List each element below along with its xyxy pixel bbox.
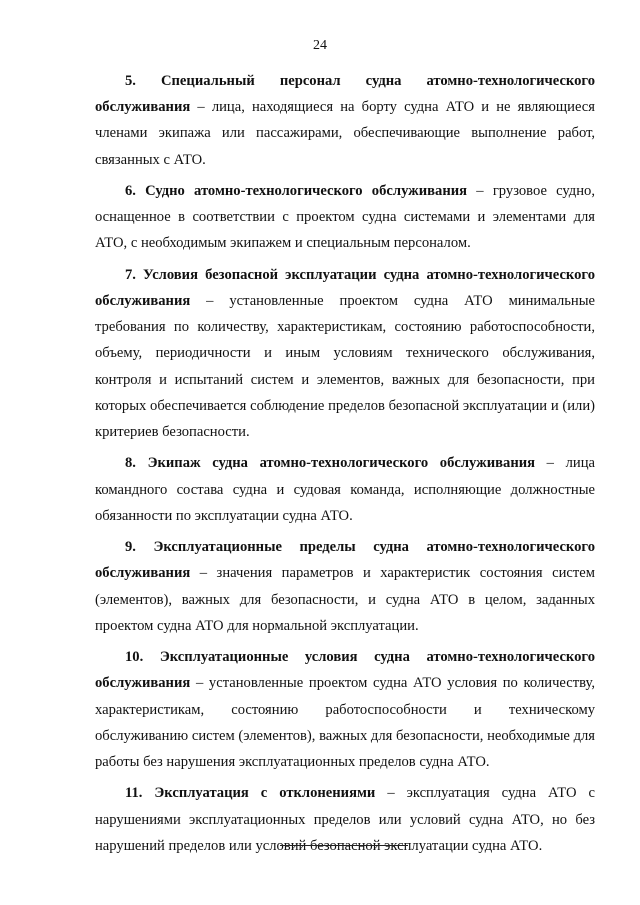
- definition-10: [95, 644, 595, 775]
- definition-5: [95, 68, 595, 173]
- definition-term: 7. Условия безопасной эксплуатации судна атомно-технологического обслуживания: [95, 266, 595, 309]
- page-number: 24: [313, 38, 327, 53]
- definition-term: 10. Эксплуатационные условия судна атомно-технологического обслуживания: [95, 649, 595, 692]
- definition-6: [95, 178, 595, 257]
- definition-text: – установленные проектом судна АТО условия по количеству, характеристикам, состоянию работоспособности и техническому обслуживанию систем (элементов), важных для безопасности, необходимые для работы без нарушения эксплуатационных пределов судна АТО.: [95, 675, 595, 771]
- definition-11: [95, 780, 595, 859]
- definition-8: [95, 450, 595, 529]
- definition-term: 6. Судно атомно-технологического обслуживания: [125, 183, 468, 199]
- document-body: [95, 68, 595, 864]
- definition-term: 5. Специальный персонал судна атомно-технологического обслуживания: [95, 73, 595, 116]
- definition-text: – грузовое судно, оснащенное в соответствии с проектом судна системами и элементами для АТО, с необходимым экипажем и специальным персоналом.: [95, 183, 595, 252]
- definition-7: [95, 262, 595, 445]
- definition-text: – лица, находящиеся на борту судна АТО и не являющиеся членами экипажа или пассажирами, обеспечивающие выполнение работ, связанных с АТО.: [95, 99, 595, 168]
- definition-9: [95, 534, 595, 639]
- footer-divider: [280, 845, 408, 846]
- definition-term: 9. Эксплуатационные пределы судна атомно-технологического обслуживания: [95, 539, 595, 582]
- definition-text: – значения параметров и характеристик состояния систем (элементов), важных для безопасности, и судна АТО в целом, заданных проектом судна АТО для нормальной эксплуатации.: [95, 565, 595, 634]
- definition-term: 8. Экипаж судна атомно-технологического обслуживания: [125, 455, 536, 472]
- definition-text: – лица командного состава судна и судовая команда, исполняющие должностные обязанности по эксплуатации судна АТО.: [95, 455, 595, 524]
- definition-text: – эксплуатация судна АТО с нарушениями эксплуатационных пределов или условий судна АТО, но без нарушений пределов или условий безопасной эксплуатации судна АТО.: [95, 785, 595, 854]
- definition-text: – установленные проектом судна АТО минимальные требования по количеству, характеристикам, состоянию работоспособности, объему, периодичности и иным условиям технического обслуживания, контроля и испытаний систем и элементов, важных для безопасности, при которых обеспечивается соблюдение пределов безопасной эксплуатации и (или) критериев безопасности.: [95, 293, 595, 441]
- definition-term: 11. Эксплуатация с отклонениями: [125, 785, 376, 802]
